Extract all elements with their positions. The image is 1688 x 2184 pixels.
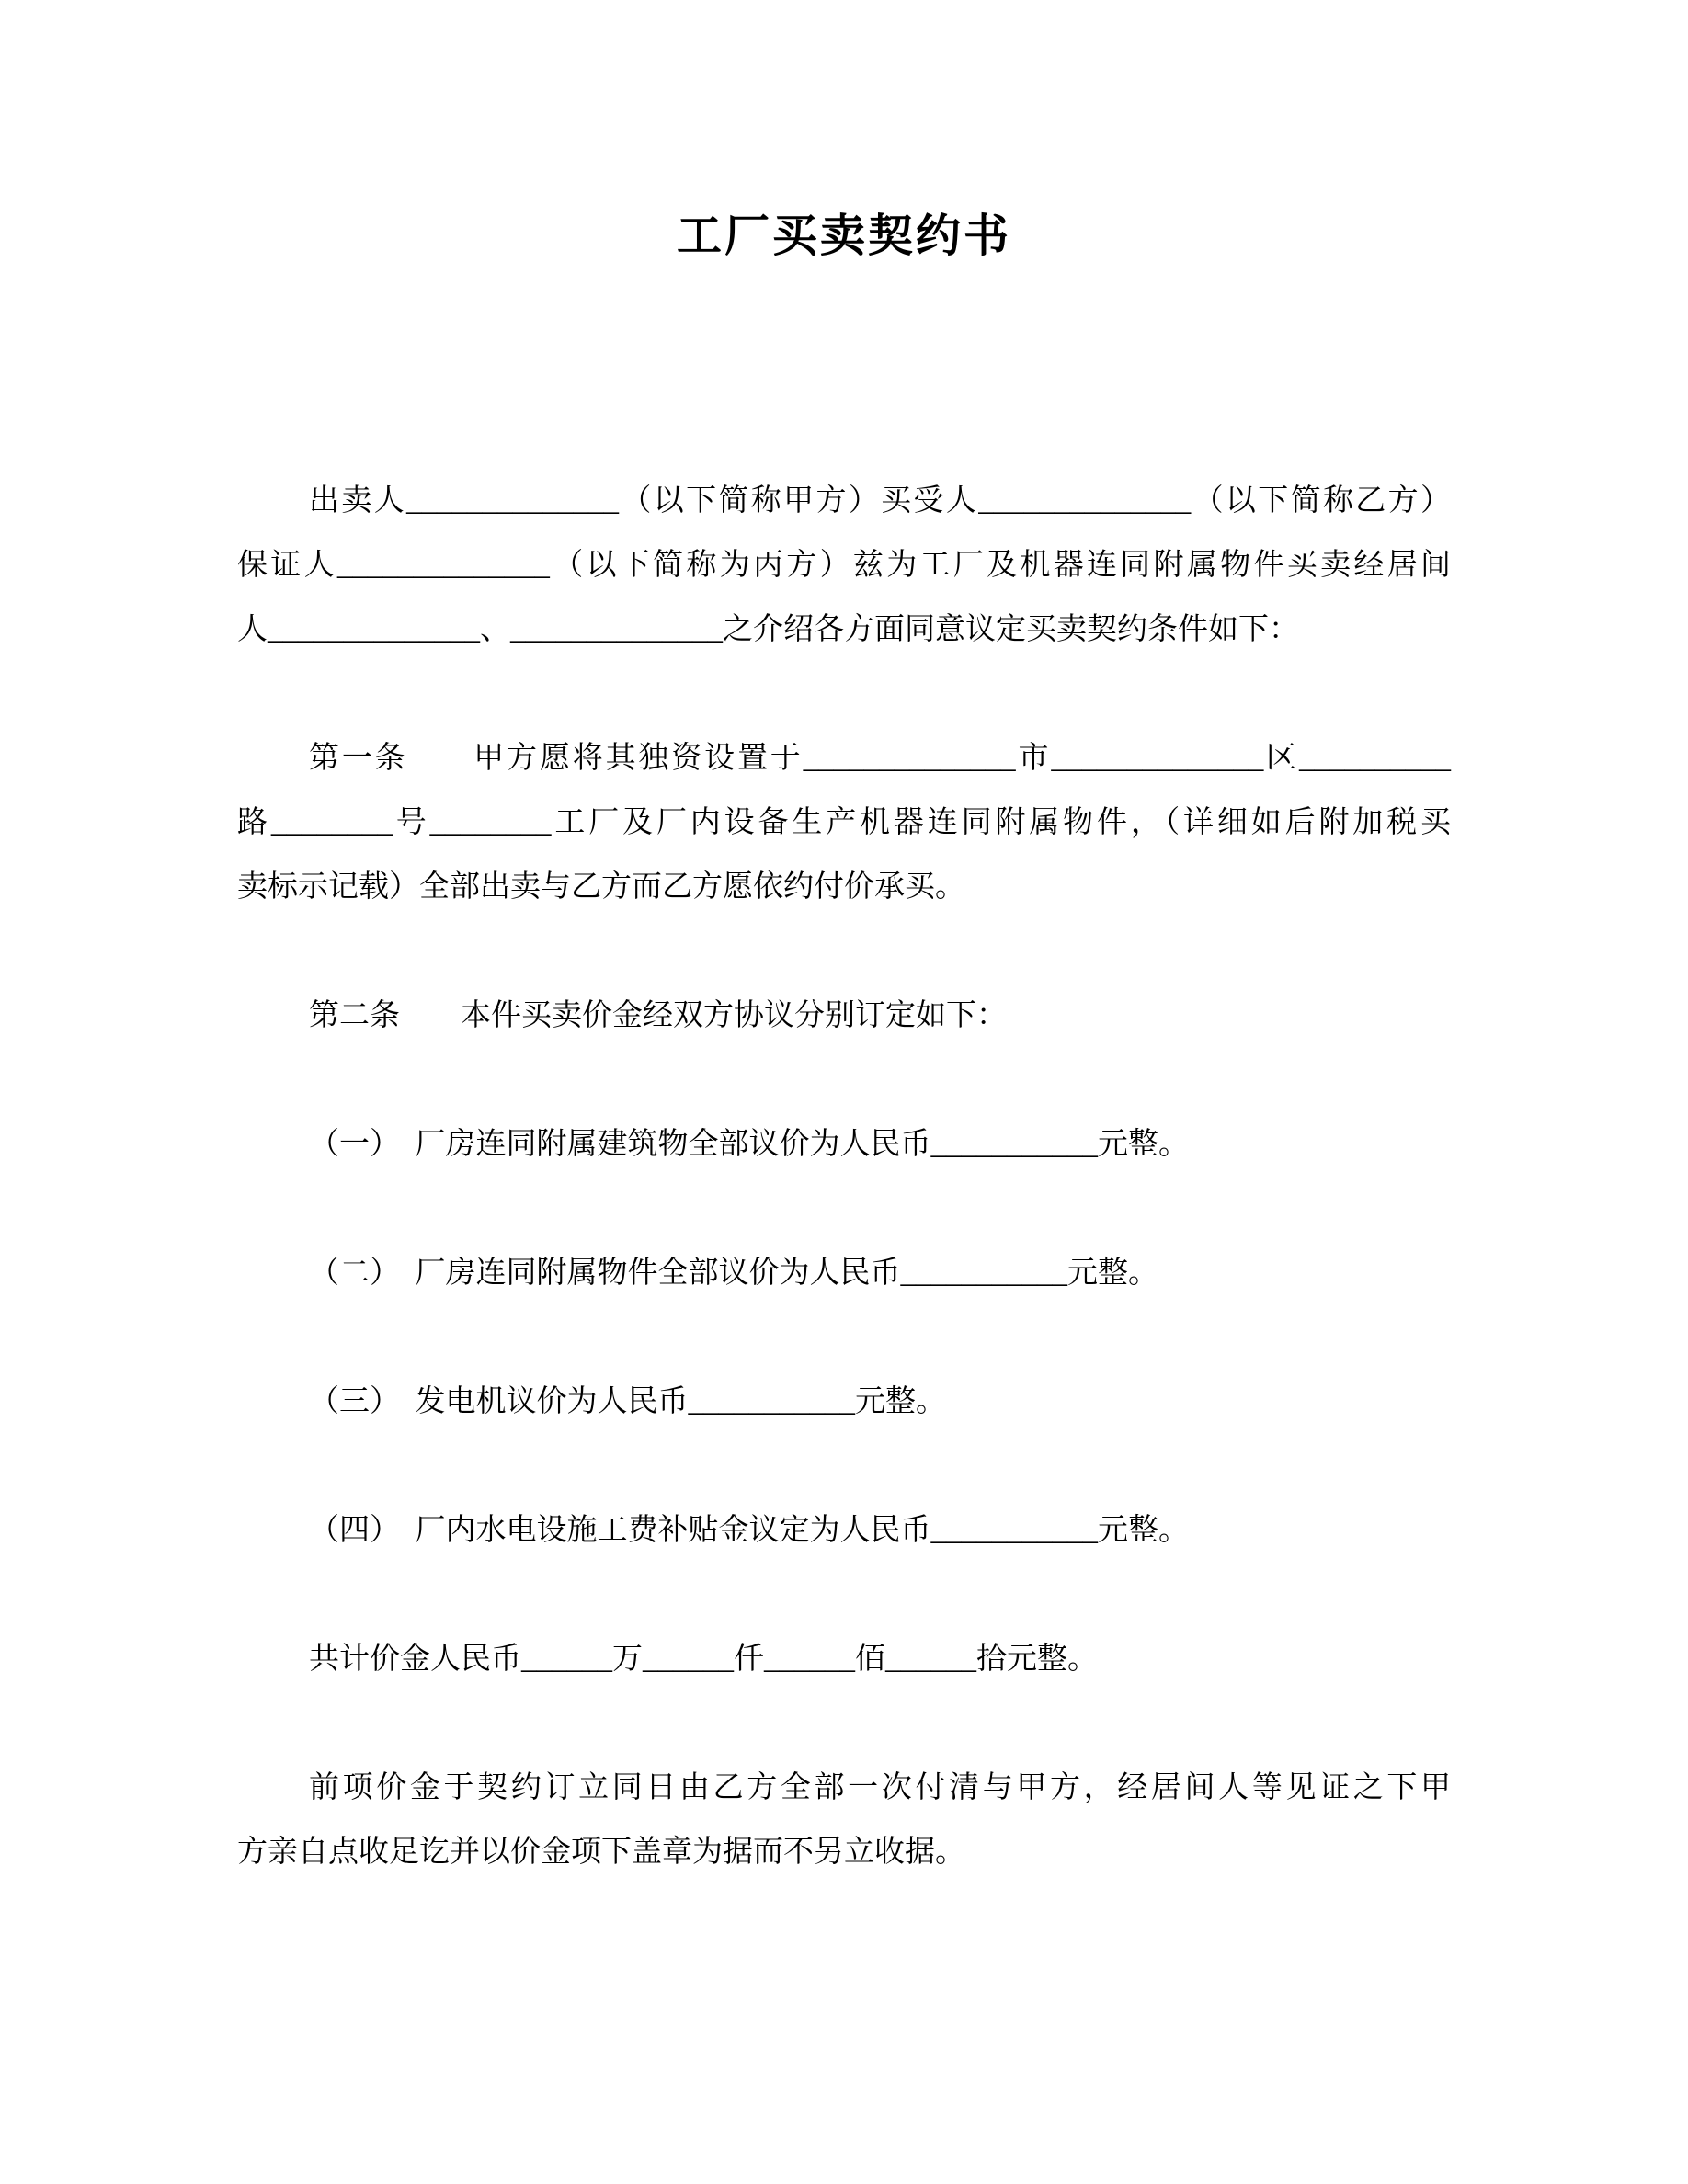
line-article1-3: 卖标示记载）全部出卖与乙方而乙方愿依约付价承买。 [237, 870, 965, 904]
line-article1-2: 路________号________工厂及厂内设备生产机器连同附属物件，（详细如后附加税买 [237, 806, 1451, 839]
line-total-price: 共计价金人民币______万______仟______佰______拾元整。 [309, 1643, 1098, 1676]
line-article1-1: 第一条 甲方愿将其独资设置于______________市______________区__________ [309, 742, 1451, 775]
line-parties-3: 人______________、______________之介绍各方面同意议定买卖契约条件如下： [237, 613, 1299, 646]
line-price-item-3: （三） 发电机议价为人民币___________元整。 [309, 1385, 946, 1418]
line-price-item-4: （四） 厂内水电设施工费补贴金议定为人民币___________元整。 [309, 1514, 1189, 1547]
line-price-item-1: （一） 厂房连同附属建筑物全部议价为人民币___________元整。 [309, 1128, 1189, 1161]
line-article2-heading: 第二条 本件买卖价金经双方协议分别订定如下： [309, 999, 1007, 1032]
line-parties-1: 出卖人______________（以下简称甲方）买受人______________（以下简称乙方） [309, 484, 1451, 518]
line-payment-1: 前项价金于契约订立同日由乙方全部一次付清与甲方，经居间人等见证之下甲 [309, 1771, 1451, 1804]
line-price-item-2: （二） 厂房连同附属物件全部议价为人民币___________元整。 [309, 1257, 1158, 1290]
line-payment-2: 方亲自点收足讫并以价金项下盖章为据而不另立收据。 [237, 1836, 965, 1869]
line-parties-2: 保证人______________（以下简称为丙方）兹为工厂及机器连同附属物件买卖经居间 [237, 549, 1451, 582]
document-title: 工厂买卖契约书 [676, 210, 1011, 261]
